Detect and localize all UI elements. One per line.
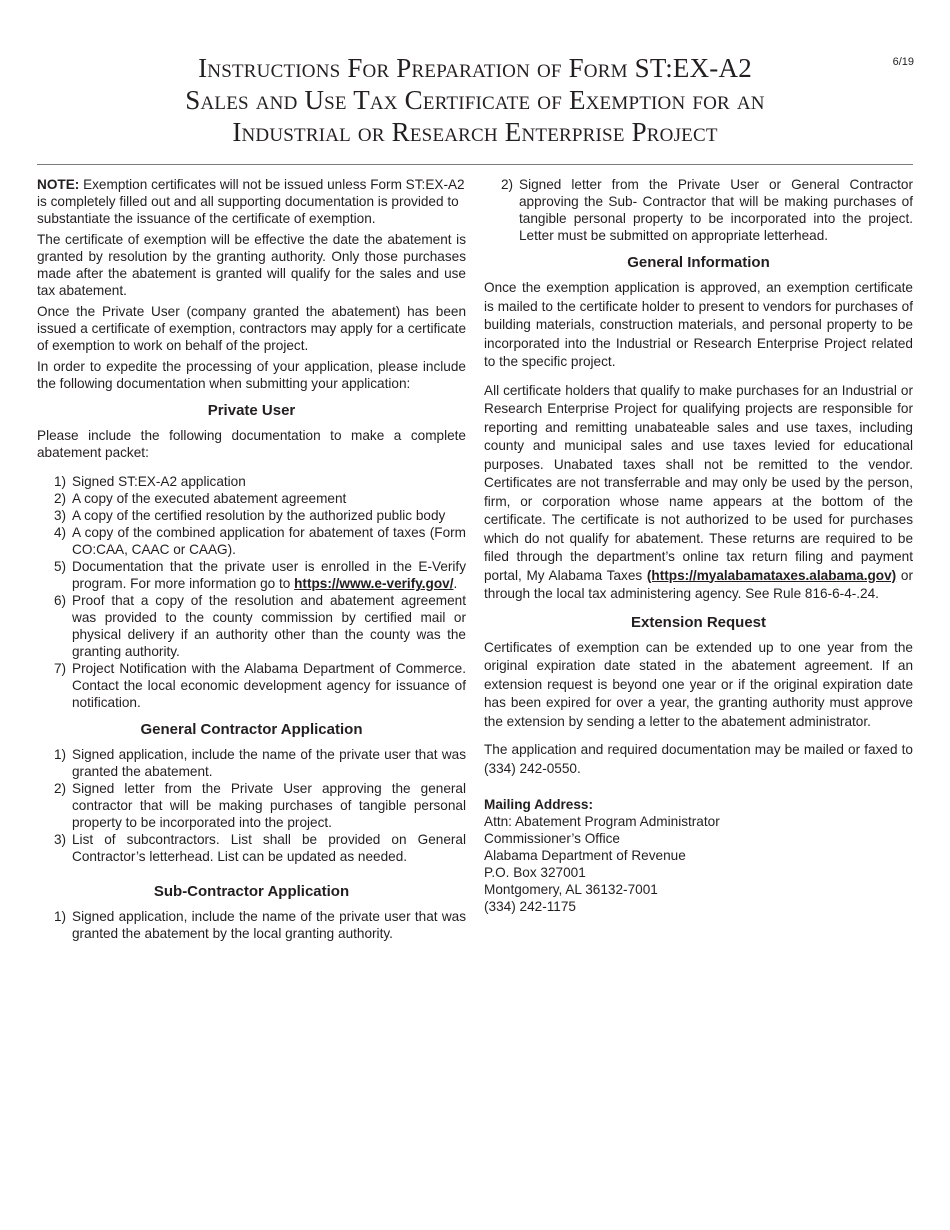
list-item xyxy=(37,592,466,660)
general-contractor-heading: General Contractor Application xyxy=(140,721,363,738)
item-number: 2) xyxy=(501,177,514,192)
item-text: Project Notification with the Alabama Department of Commerce. Contact the local economic development agency for issuance of notification. xyxy=(72,661,466,710)
address-line: P.O. Box 327001 xyxy=(484,865,586,880)
general-contractor-list xyxy=(37,746,466,865)
title-line-2: Sales and Use Tax Certificate of Exemption for an xyxy=(185,85,765,115)
general-information-heading: General Information xyxy=(627,254,770,271)
item-text: Signed application, include the name of the private user that was granted the abatement. xyxy=(72,747,466,779)
item-text: Signed letter from the Private User or General Contractor approving the Sub- Contractor that will be making purchases of tangible personal property to be incorporated into the project. Letter must be submitted on appropriate letterhead. xyxy=(519,177,913,243)
list-item xyxy=(484,176,913,244)
item-number: 1) xyxy=(54,909,67,924)
list-item xyxy=(37,558,466,592)
list-item xyxy=(37,490,466,507)
item-text: Proof that a copy of the resolution and abatement agreement was provided to the county commission by certified mail or physical delivery if an authority other than the county was the granting authority. xyxy=(72,593,466,659)
list-item xyxy=(37,524,466,558)
item-number: 2) xyxy=(54,781,67,796)
list-item xyxy=(37,660,466,711)
general-info-paragraph-2 xyxy=(484,382,913,604)
list-item xyxy=(37,780,466,831)
item-text: List of subcontractors. List shall be provided on General Contractor’s letterhead. List can be updated as needed. xyxy=(72,832,466,864)
sub-contractor-list xyxy=(37,908,466,942)
private-user-intro: Please include the following documentation to make a complete abatement packet: xyxy=(37,428,466,460)
header-divider xyxy=(37,164,913,165)
note-paragraph xyxy=(37,176,466,227)
item-text: A copy of the certified resolution by the authorized public body xyxy=(72,508,446,523)
page-title xyxy=(100,52,850,148)
address-line: Montgomery, AL 36132-7001 xyxy=(484,882,658,897)
item-text-end: . xyxy=(453,576,458,591)
address-line: Attn: Abatement Program Administrator xyxy=(484,814,720,829)
my-alabama-taxes-link[interactable]: (https://myalabamataxes.alabama.gov) xyxy=(646,567,897,583)
private-user-list xyxy=(37,473,466,711)
general-info-text: All certificate holders that qualify to make purchases for an Industrial or Research Enterprise Project for qualifying projects are responsible for reporting and remitting unabateable sales and use taxes, including county and municipal sales and use taxes levied for educational purposes. Unabated taxes shall not be remitted to the vendor. Certificates are not transferrable and may only be used by the person, firm, or corporation whose name appears at the bottom of the certificate. The certificate is not authorized to be used for purchases which do not qualify for abatement. These returns are required to be filed through the department’s online tax return filing and payment portal, My Alabama Taxes xyxy=(484,382,913,583)
effective-paragraph: The certificate of exemption will be effective the date the abatement is granted by resolution by the granting authority. Only those purchases made after the abatement is granted will qualify for the sales and use tax abatement. xyxy=(37,232,466,298)
mailing-address xyxy=(484,796,913,915)
item-text: Signed application, include the name of the private user that was granted the abatement by the local granting authority. xyxy=(72,909,466,941)
item-text: Signed ST:EX-A2 application xyxy=(72,474,246,489)
form-version: 6/19 xyxy=(892,56,914,68)
private-user-heading: Private User xyxy=(207,402,296,419)
title-line-1: Instructions For Preparation of Form ST:EX-A2 xyxy=(198,53,752,83)
once-paragraph: Once the Private User (company granted the abatement) has been issued a certificate of exemption, contractors may apply for a certificate of exemption to work on behalf of the project. xyxy=(37,304,466,353)
item-text: A copy of the executed abatement agreement xyxy=(72,491,347,506)
address-line: Commissioner’s Office xyxy=(484,831,620,846)
list-item xyxy=(37,908,466,942)
item-number: 1) xyxy=(54,474,67,489)
e-verify-link[interactable]: https://www.e-verify.gov/ xyxy=(294,576,454,591)
sub-contractor-list-continued xyxy=(484,176,913,244)
item-number: 7) xyxy=(54,661,67,676)
extension-paragraph-1: Certificates of exemption can be extended up to one year from the original expiration date stated in the abatement agreement. If an extension request is beyond one year or if the original expiration date has been expired for over a year, the granting authority must approve the extension by sending a letter to the abatement administrator. xyxy=(484,639,913,729)
address-line: Alabama Department of Revenue xyxy=(484,848,686,863)
item-text: Signed letter from the Private User approving the general contractor that will be making purchases of tangible personal property to be incorporated into the project. xyxy=(72,781,466,830)
item-number: 6) xyxy=(54,593,67,608)
right-column xyxy=(484,176,913,915)
phone-line: (334) 242-1175 xyxy=(484,899,576,914)
title-line-3: Industrial or Research Enterprise Project xyxy=(232,117,718,147)
extension-request-heading: Extension Request xyxy=(630,613,767,631)
note-label: NOTE: xyxy=(37,177,80,192)
mailing-address-label: Mailing Address: xyxy=(484,797,594,812)
item-text: Documentation that the private user is enrolled in the E-Verify program. For more information go to xyxy=(72,559,466,591)
item-number: 2) xyxy=(54,491,67,506)
sub-contractor-heading: Sub-Contractor Application xyxy=(153,883,350,900)
item-number: 5) xyxy=(54,559,67,574)
note-text: Exemption certificates will not be issued unless Form ST:EX-A2 is completely filled out and all supporting documentation is provided to substantiate the issuance of the certificate of exemption. xyxy=(37,177,465,226)
list-item xyxy=(37,746,466,780)
extension-paragraph-2: The application and required documentation may be mailed or faxed to (334) 242-0550. xyxy=(484,742,913,776)
item-number: 1) xyxy=(54,747,67,762)
item-number: 4) xyxy=(54,525,67,540)
general-info-paragraph-1: Once the exemption application is approved, an exemption certificate is mailed to the certificate holder to present to vendors for purchases of building materials, construction materials, and personal property to be incorporated into the Industrial or Research Enterprise Project related to the specific project. xyxy=(484,280,913,369)
item-number: 3) xyxy=(54,832,67,847)
item-text: A copy of the combined application for abatement of taxes (Form CO:CAA, CAAC or CAAG). xyxy=(72,525,466,557)
left-column xyxy=(37,176,466,942)
list-item xyxy=(37,473,466,490)
list-item xyxy=(37,831,466,865)
general-info-text-end: or through the local tax administering agency. See Rule 816-6-4-.24. xyxy=(484,567,913,601)
item-number: 3) xyxy=(54,508,67,523)
list-item xyxy=(37,507,466,524)
expedite-paragraph: In order to expedite the processing of your application, please include the following documentation when submitting your application: xyxy=(37,359,466,391)
